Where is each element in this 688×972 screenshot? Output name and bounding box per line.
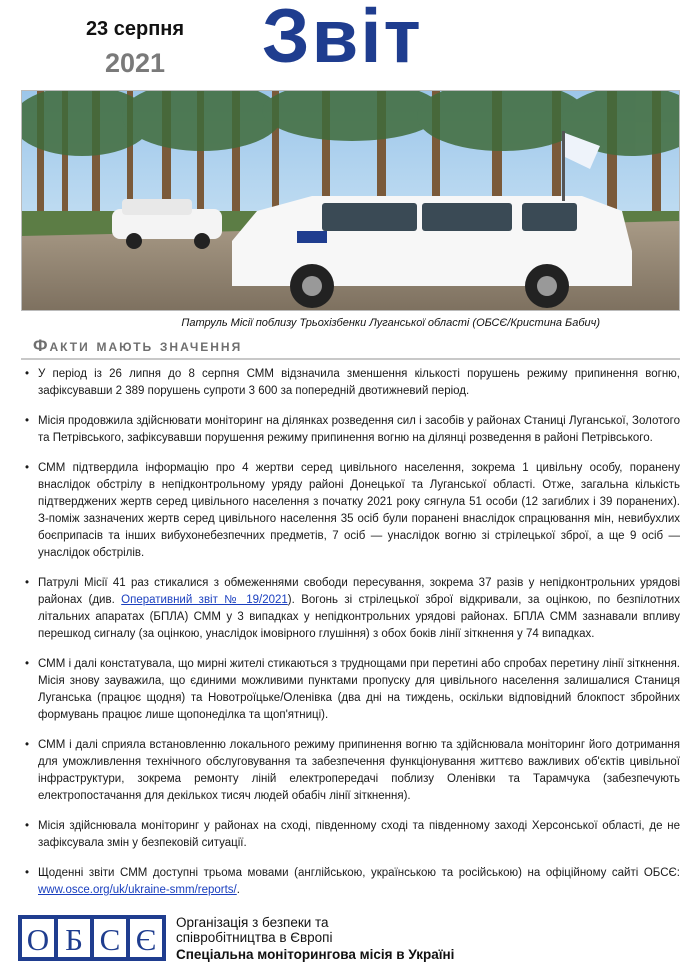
bullet-icon: •	[25, 739, 30, 751]
reports-website-link[interactable]: www.osce.org/uk/ukraine-smm/reports/	[38, 884, 237, 896]
bullet-icon: •	[25, 867, 30, 879]
organization-name	[176, 915, 332, 945]
svg-text:Є: Є	[135, 922, 157, 957]
fact-item	[21, 737, 680, 805]
fact-text: Місія продовжила здійснювати моніторинг на ділянках розведення сил і засобів у районах Станиці Луганської, Золотого та Петрівського, зафіксувавши порушення режиму припинення вогню на ділянці розведення в районі Петрівського.	[38, 415, 680, 444]
fact-text-after: .	[236, 884, 240, 896]
report-title: Звіт	[262, 0, 423, 79]
fact-item	[21, 656, 680, 724]
fact-text-before: Патрулі Місії 41 раз стикалися з обмеженнями свободи пересування, зокрема 37 разів у непідконтрольних урядові районах (див.	[38, 577, 680, 606]
svg-text:О: О	[26, 922, 50, 957]
fact-item	[21, 366, 680, 400]
organization-name-line2: співробітництва в Європі	[176, 930, 333, 945]
organization-name-line1: Організація з безпеки та	[176, 915, 329, 930]
bullet-icon: •	[25, 820, 30, 832]
svg-text:Б: Б	[65, 922, 83, 957]
section-heading	[21, 334, 680, 360]
bullet-icon: •	[25, 462, 30, 474]
bullet-icon: •	[25, 368, 30, 380]
fact-text-before: Щоденні звіти СММ доступні трьома мовами (англійською, українською та російською) на офіційному сайті ОБСЄ:	[38, 867, 680, 879]
fact-text: СММ і далі констатувала, що мирні жителі стикаються з труднощами при перетині або спробах перетину лінії зіткнення. Місія знову зауважила, що єдиними можливими пунктами пропуску для цивільного населення залишалися Станиця Луганська (працює щодня) та Новотроїцьке/Оленівка (два дні на тиждень, оскільки відповідний блокпост збройних формувань працює лише щопонеділка та щоп'ятниці).	[38, 658, 680, 721]
fact-item	[21, 460, 680, 562]
osce-logo	[18, 915, 166, 961]
fact-item	[21, 413, 680, 447]
patrol-photo	[21, 90, 680, 311]
operational-report-link[interactable]: Оперативний звіт № 19/2021	[121, 594, 288, 606]
fact-text: У період із 26 липня до 8 серпня СММ відзначила зменшення кількості порушень режиму припинення вогню, зафіксувавши 2 389 порушень супроти 3 600 за попередній двотижневий період.	[38, 368, 680, 397]
fact-text-after: ). Вогонь зі стрілецької зброї відкривали, за оцінкою, по безпілотних літальних апаратах (БПЛА) СММ у 3 випадках у непідконтрольних урядові районах. БПЛА СММ зазнавали впливу перешкод сигналу (за оцінкою, унаслідок імовірного глушіння) з обох боків лінії зіткнення у 74 випадках.	[38, 594, 680, 640]
fact-item	[21, 575, 680, 643]
mission-name: Спеціальна моніторингова місія в Україні	[176, 947, 455, 962]
photo-caption: Патруль Місії поблизу Трьохізбенки Луганської області (ОБСЄ/Кристина Бабич)	[181, 317, 600, 329]
fact-text: СММ і далі сприяла встановленню локального режиму припинення вогню та здійснювала моніторинг його дотримання для уможливлення технічного обслуговування та забезпечення функціонування життєво важливих об'єктів цивільної інфраструктури, зокрема ремонту ліній електропередачі поблизу Оленівки та Тарамчука (забезпечують електропостачання для декількох тисяч людей обабіч лінії зіткнення).	[38, 739, 680, 802]
bullet-icon: •	[25, 658, 30, 670]
svg-text:С: С	[99, 922, 121, 957]
facts-list	[21, 366, 680, 912]
section-heading-label: Факти мають значення	[33, 336, 243, 355]
fact-text: СММ підтвердила інформацію про 4 жертви серед цивільного населення, зокрема 1 цивільну особу, поранену внаслідок обстрілу в непідконтрольному уряду районі Донецької та Луганської області. Отже, загальна кількість підтверджених жертв серед цивільного населення з початку 2021 року сягнула 51 особи (12 загиблих і 39 поранених). З-поміж зазначених жертв серед цивільного населення 35 осіб були поранені внаслідок спрацювання мін, невибухлих боєприпасів та інших вибухонебезпечних предметів, 7 осіб — унаслідок вогню зі стрілецької зброї, а ще 9 осіб — унаслідок обстрілів.	[38, 462, 680, 559]
bullet-icon: •	[25, 577, 30, 589]
report-date-day: 23 серпня	[85, 18, 185, 40]
report-date-year: 2021	[104, 48, 166, 78]
fact-item	[21, 818, 680, 852]
footer	[0, 907, 688, 972]
report-date	[70, 18, 200, 78]
fact-text: Місія здійснювала моніторинг у районах на сході, південному сході та південному заході Херсонської області, де не зафіксувала змін у безпековій ситуації.	[38, 820, 680, 849]
bullet-icon: •	[25, 415, 30, 427]
fact-item	[21, 865, 680, 899]
